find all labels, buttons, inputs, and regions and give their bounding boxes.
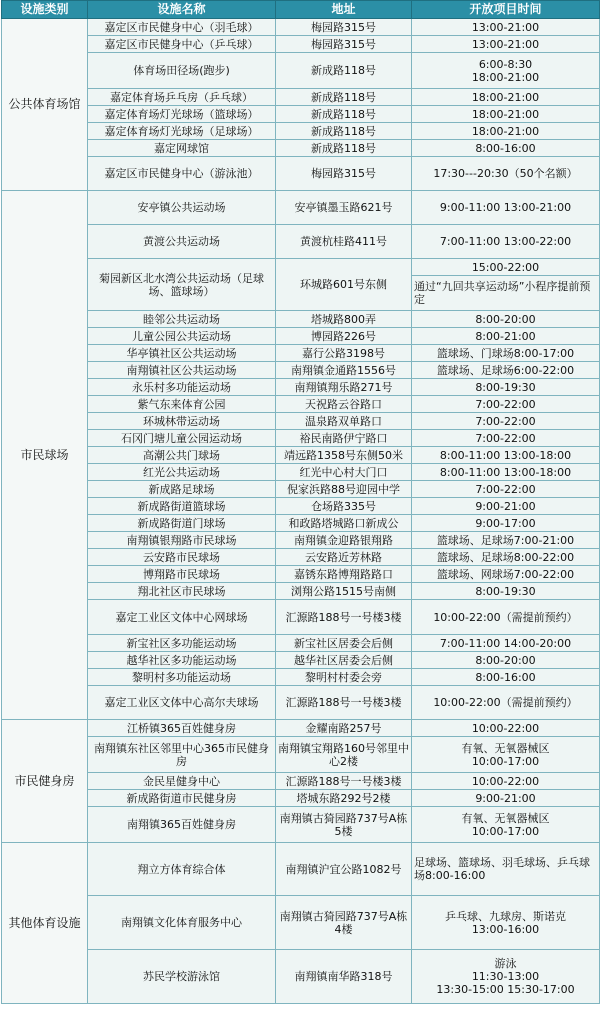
table-row [2,498,600,515]
facility-name: 翔北社区市民球场 [88,583,276,600]
facility-name: 石冈门塘儿童公园运动场 [88,430,276,447]
facility-name: 新宝社区多功能运动场 [88,635,276,652]
facility-hours [412,36,600,53]
hours-line: 10:00-22:00 [471,774,540,788]
facility-hours [412,328,600,345]
hours-line: 8:00-19:30 [475,380,536,394]
facility-hours [412,515,600,532]
facility-address: 南翔镇沪宜公路1082号 [276,843,412,896]
facility-address: 环城路601号东侧 [276,259,412,311]
table-row [2,345,600,362]
facility-name: 南翔镇365百姓健身房 [88,807,276,843]
facility-name: 儿童公园公共运动场 [88,328,276,345]
facility-hours [412,225,600,259]
hours-line: 8:00-11:00 13:00-18:00 [439,448,572,462]
facility-address: 南翔镇古猗园路737号A栋5楼 [276,807,412,843]
facility-hours [412,652,600,669]
facility-address: 南翔镇南华路318号 [276,950,412,1004]
facility-address: 温泉路双单路口 [276,413,412,430]
facility-address: 汇源路188号一号楼3楼 [276,686,412,720]
table-row [2,669,600,686]
facility-hours [412,635,600,652]
hours-line: 18:00-21:00 [471,107,540,121]
facility-address: 梅园路315号 [276,157,412,191]
facility-hours [412,89,600,106]
facility-hours [412,532,600,549]
hours-line: 游泳 [494,957,517,970]
facility-name: 江桥镇365百姓健身房 [88,720,276,737]
facility-name: 博翔路市民球场 [88,566,276,583]
facility-hours [412,498,600,515]
facility-address: 南翔镇宝翔路160号邻里中心2楼 [276,737,412,773]
hours-line: 13:00-21:00 [471,37,540,51]
table-row [2,464,600,481]
facility-hours [412,583,600,600]
table-row [2,737,600,773]
hours-line: 13:30-15:00 15:30-17:00 [436,983,575,996]
hours-line: 18:00-21:00 [471,124,540,138]
table-row [2,843,600,896]
hours-line: 7:00-11:00 13:00-22:00 [439,235,572,248]
facility-hours [412,191,600,225]
facility-address: 靖远路1358号东侧50米 [276,447,412,464]
facility-address: 汇源路188号一号楼3楼 [276,600,412,635]
facility-hours [412,896,600,950]
facility-name: 新成路足球场 [88,481,276,498]
facility-address: 梅园路315号 [276,19,412,36]
table-row [2,532,600,549]
category-cell: 公共体育场馆 [2,19,88,191]
hours-line: 18:00-21:00 [471,90,540,104]
facility-address: 汇源路188号一号楼3楼 [276,773,412,790]
facility-name: 新成路街道市民健身房 [88,790,276,807]
facility-address: 嘉行公路3198号 [276,345,412,362]
facility-hours [412,413,600,430]
table-row [2,53,600,89]
hours-line: 10:00-22:00（需提前预约） [433,610,578,624]
facility-name: 紫气东来体育公园 [88,396,276,413]
table-row [2,583,600,600]
facility-name: 体育场田径场(跑步) [88,53,276,89]
facility-hours [412,53,600,89]
facility-address: 南翔镇金迎路银翔路 [276,532,412,549]
facility-name: 越华社区多功能运动场 [88,652,276,669]
table-row [2,191,600,225]
facility-name: 华亭镇社区公共运动场 [88,345,276,362]
table-row [2,89,600,106]
table-row [2,600,600,635]
hours-line: 篮球场、足球场6:00-22:00 [436,363,575,377]
facility-name: 高潮公共门球场 [88,447,276,464]
facility-name: 南翔镇社区公共运动场 [88,362,276,379]
facility-hours [412,669,600,686]
facility-name: 嘉定网球馆 [88,140,276,157]
facility-name: 苏民学校游泳馆 [88,950,276,1004]
header-name: 设施名称 [88,1,276,19]
hours-line: 乒乓球、九球房、斯诺克 [445,909,566,923]
facility-name: 嘉定区市民健身中心（乒乓球） [88,36,276,53]
hours-line: 8:00-19:30 [475,584,536,598]
facility-hours [412,345,600,362]
hours-line: 9:00-21:00 [475,499,536,513]
hours-line: 8:00-20:00 [475,653,536,667]
table-row [2,362,600,379]
table-row [2,635,600,652]
hours-line: 6:00-8:30 [478,57,533,71]
table-row [2,652,600,669]
hours-line: 8:00-16:00 [475,141,536,155]
hours-line: 篮球场、足球场8:00-22:00 [436,550,575,564]
facility-hours [412,123,600,140]
facility-address: 金耀南路257号 [276,720,412,737]
hours-line: 9:00-17:00 [475,516,536,530]
facility-name: 南翔镇东社区邻里中心365市民健身房 [88,737,276,773]
header-row [2,1,600,19]
facility-address: 天祝路云谷路口 [276,396,412,413]
facility-hours [412,720,600,737]
facility-hours [412,362,600,379]
table-row [2,807,600,843]
facility-name: 永乐村多功能运动场 [88,379,276,396]
facility-name: 嘉定区市民健身中心（羽毛球） [88,19,276,36]
facility-hours [412,549,600,566]
facility-name: 嘉定工业区文体中心网球场 [88,600,276,635]
hours-line: 7:00-22:00 [475,397,536,411]
facility-address: 南翔镇古猗园路737号A栋4楼 [276,896,412,950]
hours-line: 10:00-17:00 [471,754,540,768]
facility-hours: 15:00-22:00 [412,259,600,276]
table-row [2,328,600,345]
table-row [2,379,600,396]
hours-line: 11:30-13:00 [471,970,540,983]
facility-name: 新成路街道篮球场 [88,498,276,515]
hours-line: 7:00-22:00 [475,414,536,428]
facility-hours [412,464,600,481]
facility-hours [412,447,600,464]
hours-line: 17:30---20:30（50个名额） [433,167,578,180]
facility-hours [412,843,600,896]
facility-hours [412,773,600,790]
hours-line: 7:00-22:00 [475,482,536,496]
facility-address: 和政路塔城路口新成公 [276,515,412,532]
hours-line: 篮球场、门球场8:00-17:00 [436,346,575,360]
facility-address: 倪家浜路88号迎园中学 [276,481,412,498]
facility-address: 裕民南路伊宁路口 [276,430,412,447]
table-row [2,225,600,259]
category-cell: 市民健身房 [2,720,88,843]
facility-name: 菊园新区北水湾公共运动场（足球场、篮球场） [88,259,276,311]
facility-address: 红光中心村大门口 [276,464,412,481]
hours-line: 9:00-11:00 13:00-21:00 [439,201,572,214]
facility-address: 博园路226号 [276,328,412,345]
facility-address: 新成路118号 [276,123,412,140]
table-row [2,549,600,566]
facility-address: 新成路118号 [276,89,412,106]
hours-line: 8:00-16:00 [475,670,536,684]
facility-hours [412,481,600,498]
hours-line: 有氧、无氧器械区 [461,811,550,825]
hours-line: 13:00-16:00 [471,922,540,936]
table-row [2,106,600,123]
category-cell: 市民球场 [2,191,88,720]
header-category: 设施类别 [2,1,88,19]
facility-hours [412,737,600,773]
facility-address: 塔城东路292号2楼 [276,790,412,807]
table-row [2,720,600,737]
facility-address: 新成路118号 [276,140,412,157]
facility-name: 黄渡公共运动场 [88,225,276,259]
header-address: 地址 [276,1,412,19]
table-row [2,896,600,950]
facility-address: 新成路118号 [276,106,412,123]
facility-address: 安亭镇墨玉路621号 [276,191,412,225]
table-row [2,413,600,430]
header-hours: 开放项目时间 [412,1,600,19]
hours-line: 8:00-11:00 13:00-18:00 [439,465,572,479]
table-row [2,515,600,532]
facility-hours [412,790,600,807]
facility-hours [412,311,600,328]
facility-hours [412,106,600,123]
facility-hours [412,566,600,583]
hours-line: 10:00-22:00（需提前预约） [433,696,578,709]
facility-hours [412,430,600,447]
facility-address: 浏翔公路1515号南侧 [276,583,412,600]
facility-address: 仓场路335号 [276,498,412,515]
hours-line: 13:00-21:00 [471,20,540,34]
facility-name: 云安路市民球场 [88,549,276,566]
table-row [2,311,600,328]
facility-hours [412,379,600,396]
category-cell: 其他体育设施 [2,843,88,1004]
hours-line: 10:00-22:00 [471,721,540,735]
facility-table [1,0,600,1004]
table-row [2,157,600,191]
facility-name: 翔立方体育综合体 [88,843,276,896]
hours-line: 9:00-21:00 [475,791,536,805]
facility-name: 红光公共运动场 [88,464,276,481]
hours-line: 篮球场、网球场7:00-22:00 [436,567,575,581]
hours-line: 8:00-21:00 [475,329,536,343]
facility-name: 黎明村多功能运动场 [88,669,276,686]
table-row [2,566,600,583]
facility-hours [412,396,600,413]
facility-name: 嘉定区市民健身中心（游泳池） [88,157,276,191]
facility-name: 嘉定体育场灯光球场（足球场） [88,123,276,140]
facility-hours [412,950,600,1004]
facility-name: 南翔镇文化体育服务中心 [88,896,276,950]
table-row [2,447,600,464]
facility-address: 新成路118号 [276,53,412,89]
facility-name: 睦邻公共运动场 [88,311,276,328]
table-row [2,396,600,413]
facility-name: 嘉定体育场乒乓房（乒乓球） [88,89,276,106]
facility-hours [412,807,600,843]
table-row [2,19,600,36]
facility-address: 越华社区居委会后侧 [276,652,412,669]
facility-address: 南翔镇金通路1556号 [276,362,412,379]
hours-line: 8:00-20:00 [475,312,536,326]
table-row [2,773,600,790]
facility-name: 金民星健身中心 [88,773,276,790]
table-row [2,481,600,498]
table-row [2,123,600,140]
table-row [2,259,600,276]
facility-hours [412,600,600,635]
table-row [2,790,600,807]
hours-line: 18:00-21:00 [471,70,540,84]
facility-address: 嘉锈东路博翔路路口 [276,566,412,583]
facility-name: 南翔镇银翔路市民球场 [88,532,276,549]
hours-line: 足球场、篮球场、羽毛球场、乒乓球场8:00-16:00 [414,856,590,882]
hours-line: 篮球场、足球场7:00-21:00 [436,533,575,547]
table-row [2,140,600,157]
hours-line: 7:00-11:00 14:00-20:00 [439,636,572,650]
facility-name: 嘉定工业区文体中心高尔夫球场 [88,686,276,720]
facility-hours [412,19,600,36]
facility-address: 梅园路315号 [276,36,412,53]
facility-address: 黄渡杭桂路411号 [276,225,412,259]
facility-address: 云安路近芳林路 [276,549,412,566]
table-row [2,430,600,447]
hours-line: 10:00-17:00 [471,824,540,838]
table-row [2,36,600,53]
facility-address: 塔城路800弄 [276,311,412,328]
hours-line: 7:00-22:00 [475,431,536,445]
facility-hours [412,686,600,720]
facility-name: 安亭镇公共运动场 [88,191,276,225]
table-row [2,950,600,1004]
facility-name: 嘉定体育场灯光球场（篮球场） [88,106,276,123]
facility-name: 环城林带运动场 [88,413,276,430]
facility-address: 黎明村村委会旁 [276,669,412,686]
facility-hours [412,157,600,191]
table-row [2,686,600,720]
facility-address: 新宝社区居委会后侧 [276,635,412,652]
facility-hours [412,140,600,157]
facility-address: 南翔镇翔乐路271号 [276,379,412,396]
hours-line: 有氧、无氧器械区 [461,741,550,755]
facility-name: 新成路街道门球场 [88,515,276,532]
facility-hours: 通过“九回共享运动场”小程序提前预定 [412,276,600,311]
